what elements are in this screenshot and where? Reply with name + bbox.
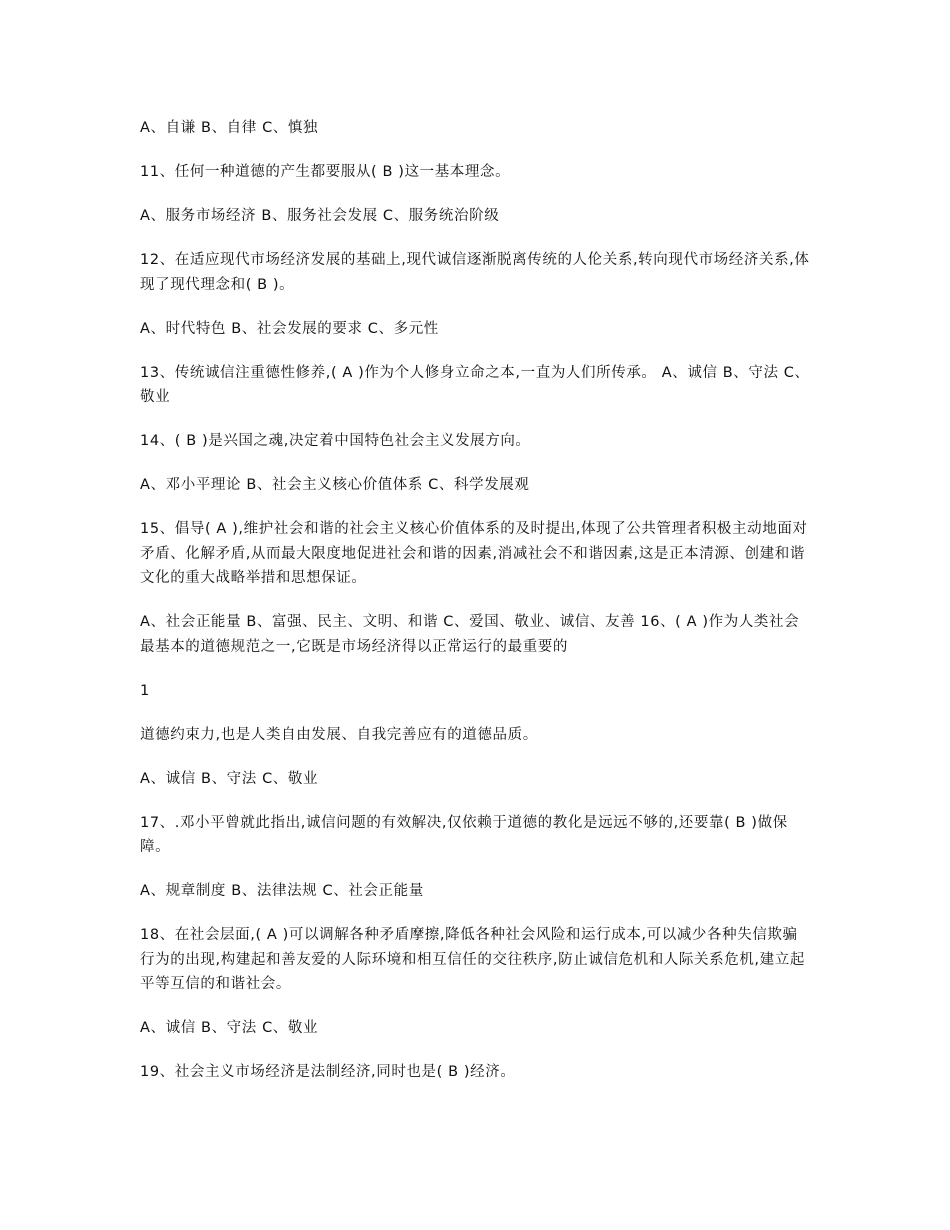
question-12: 12、在适应现代市场经济发展的基础上,现代诚信逐渐脱离传统的人伦关系,转向现代市场经济关系,体现了现代理念和( B )。: [140, 252, 810, 293]
question-19: 19、社会主义市场经济是法制经济,同时也是( B )经济。: [140, 1064, 516, 1080]
answer-options-15-question-16: A、社会正能量 B、富强、民主、文明、和谐 C、爱国、敬业、诚信、友善 16、( A )作为人类社会最基本的道德规范之一,它既是市场经济得以正常运行的最重要的: [140, 614, 800, 655]
question-11: 11、任何一种道德的产生都要服从( B )这一基本理念。: [140, 164, 511, 180]
answer-options-12: A、时代特色 B、社会发展的要求 C、多元性: [140, 320, 439, 337]
page-number: 1: [140, 682, 150, 699]
answer-options-10: A、自谦 B、自律 C、慎独: [140, 120, 319, 136]
question-18: 18、在社会层面,( A )可以调解各种矛盾摩擦,降低各种社会风险和运行成本,可以减少各种失信欺骗行为的出现,构建起和善友爱的人际环境和相互信任的交往秩序,防止诚信危机和人际关系危机,建立起平等互信的和谐社会。: [140, 927, 805, 992]
question-14: 14、( B )是兴国之魂,决定着中国特色社会主义发展方向。: [140, 433, 531, 449]
question-16-continued: 道德约束力,也是人类自由发展、自我完善应有的道德品质。: [140, 726, 538, 743]
answer-options-16: A、诚信 B、守法 C、敬业: [140, 770, 319, 787]
answer-options-14: A、邓小平理论 B、社会主义核心价值体系 C、科学发展观: [140, 477, 530, 493]
question-13: 13、传统诚信注重德性修养,( A )作为个人修身立命之本,一直为人们所传承。 A、诚信 B、守法 C、敬业: [140, 364, 810, 405]
answer-options-11: A、服务市场经济 B、服务社会发展 C、服务统治阶级: [140, 208, 500, 224]
question-15: 15、倡导( A ),维护社会和谐的社会主义核心价值体系的及时提出,体现了公共管理者积极主动地面对矛盾、化解矛盾,从而最大限度地促进社会和谐的因素,消减社会不和谐因素,这是正本清源、创建和谐文化的重大战略举措和思想保证。: [140, 521, 808, 586]
answer-options-17: A、规章制度 B、法律法规 C、社会正能量: [140, 883, 424, 899]
answer-options-18: A、诚信 B、守法 C、敬业: [140, 1020, 319, 1036]
question-17: 17、.邓小平曾就此指出,诚信问题的有效解决,仅依赖于道德的教化是远远不够的,还要靠( B )做保障。: [140, 814, 788, 855]
document-page: [140, 116, 812, 1104]
